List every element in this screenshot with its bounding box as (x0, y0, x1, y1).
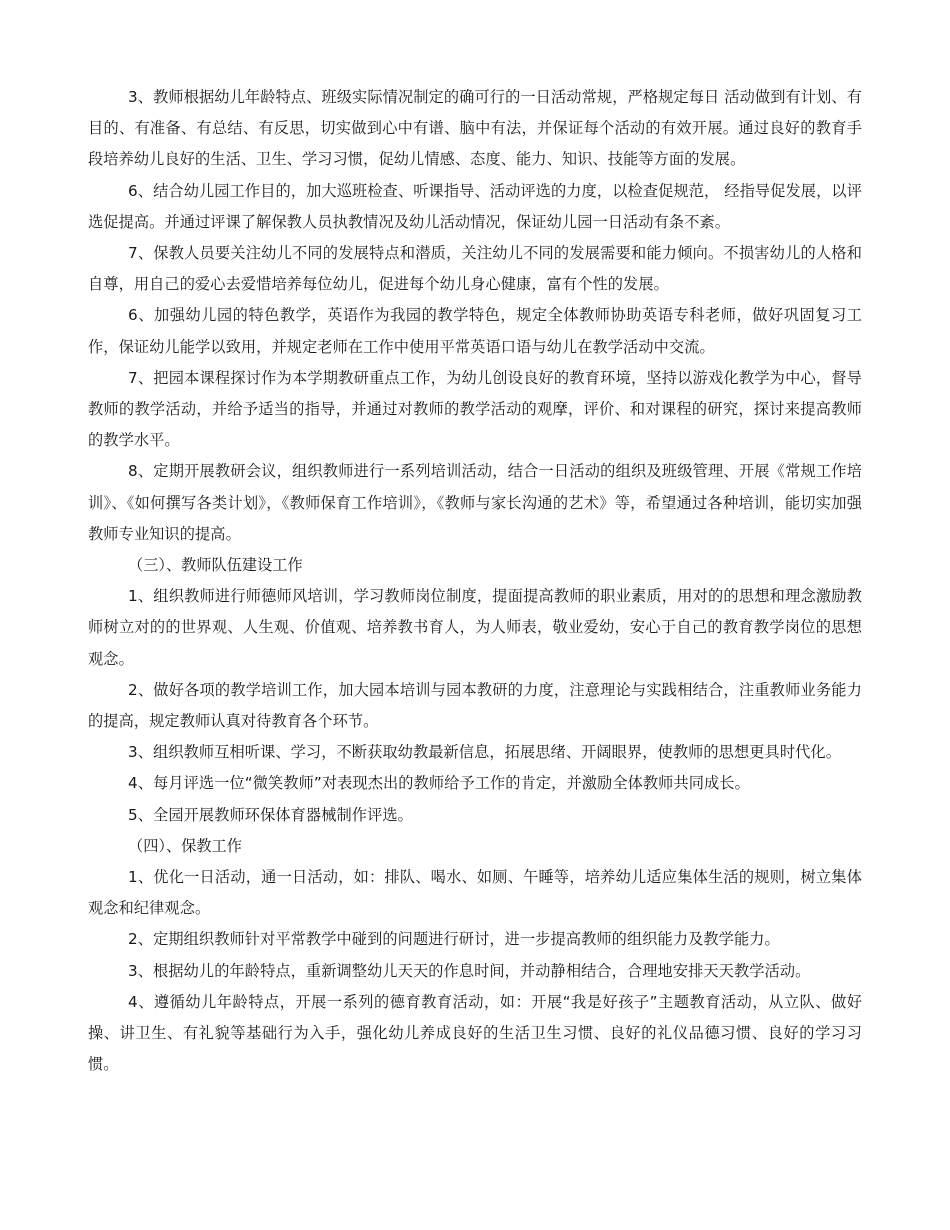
paragraph-item-7-development-care: 7、保教人员要关注幼儿不同的发展特点和潜质，关注幼儿不同的发展需要和能力倾向。不损害幼儿的人格和自尊，用自己的爱心去爱惜培养每位幼儿，促进每个幼儿身心健康，富有个性的发展。 (88, 244, 862, 294)
paragraph-item-5-equipment-contest: 5、全园开展教师环保体育器械制作评选。 (128, 805, 413, 824)
paragraph-item-7-curriculum-research: 7、把园本课程探讨作为本学期教研重点工作，为幼儿创设良好的教育环境，坚持以游戏化教学为中心，督导教师的教学活动，并给予适当的指导，并通过对教师的教学活动的观摩，评价、和对课程的研究，探讨来提高教师的教学水平。 (88, 368, 862, 450)
paragraph-item-3-activity-routine: 3、教师根据幼儿年龄特点、班级实际情况制定的确可行的一日活动常规，严格规定每日 活动做到有计划、有目的、有准备、有总结、有反思，切实做到心中有谱、脑中有法，并保证每个活动的有效开展。通过良好的教育手段培养幼儿良好的生活、卫生、学习习惯，促幼儿情感、态度、能力、知识、技能等方面的发展。 (88, 88, 862, 169)
section-heading-teacher-team: （三）、教师队伍建设工作 (128, 556, 303, 575)
paragraph-item-3-peer-observation: 3、组织教师互相听课、学习，不断获取幼教最新信息，拓展思绪、开阔眼界，使教师的思想更具时代化。 (128, 743, 841, 762)
paragraph-item-2-teaching-training: 2、做好各项的教学培训工作，加大园本培训与园本教研的力度，注意理论与实践相结合，注重教师业务能力的提高，规定教师认真对待教育各个环节。 (88, 680, 862, 731)
paragraph-item-3-schedule: 3、根据幼儿的年龄特点，重新调整幼儿天天的作息时间，并动静相结合，合理地安排天天教学活动。 (128, 961, 811, 980)
section-heading-care-education: （四）、保教工作 (128, 836, 242, 855)
paragraph-item-4-moral-education: 4、遵循幼儿年龄特点，开展一系列的德育教育活动，如：开展“我是好孩子”主题教育活动，从立队、做好操、讲卫生、有礼貌等基础行为入手，强化幼儿养成良好的生活卫生习惯、良好的礼仪品德习惯、良好的学习习惯。 (88, 992, 862, 1074)
paragraph-item-4-smile-teacher: 4、每月评选一位“微笑教师”对表现杰出的教师给予工作的肯定，并激励全体教师共同成长。 (128, 774, 750, 793)
document-page (88, 82, 862, 1081)
paragraph-item-2-teaching-discussion: 2、定期组织教师针对平常教学中碰到的问题进行研讨，进一步提高教师的组织能力及教学能力。 (128, 930, 780, 949)
paragraph-item-1-daily-activity: 1、优化一日活动，通一日活动，如：排队、喝水、如厕、午睡等，培养幼儿适应集体生活的规则，树立集体观念和纪律观念。 (88, 868, 862, 918)
paragraph-item-6-inspection: 6、结合幼儿园工作目的，加大巡班检查、听课指导、活动评选的力度，以检查促规范， 经指导促发展，以评选促提高。并通过评课了解保教人员执教情况及幼儿活动情况，保证幼儿园一日活动有条不紊。 (88, 181, 862, 231)
paragraph-item-1-ethics-training: 1、组织教师进行师德师风培训，学习教师岗位制度，提面提高教师的职业素质，用对的的思想和理念激励教师树立对的的世界观、人生观、价值观、培养教书育人，为人师表，敬业爱幼，安心于自己的教育教学岗位的思想观念。 (88, 587, 862, 668)
paragraph-item-8-training: 8、定期开展教研会议，组织教师进行一系列培训活动，结合一日活动的组织及班级管理、开展《常规工作培训》、《如何撰写各类计划》，《教师保育工作培训》，《教师与家长沟通的艺术》等，希望通过各种培训，能切实加强教师专业知识的提高。 (88, 462, 862, 543)
paragraph-item-6-english-teaching: 6、加强幼儿园的特色教学，英语作为我园的教学特色，规定全体教师协助英语专科老师，做好巩固复习工作，保证幼儿能学以致用，并规定老师在工作中使用平常英语口语与幼儿在教学活动中交流。 (88, 306, 862, 356)
